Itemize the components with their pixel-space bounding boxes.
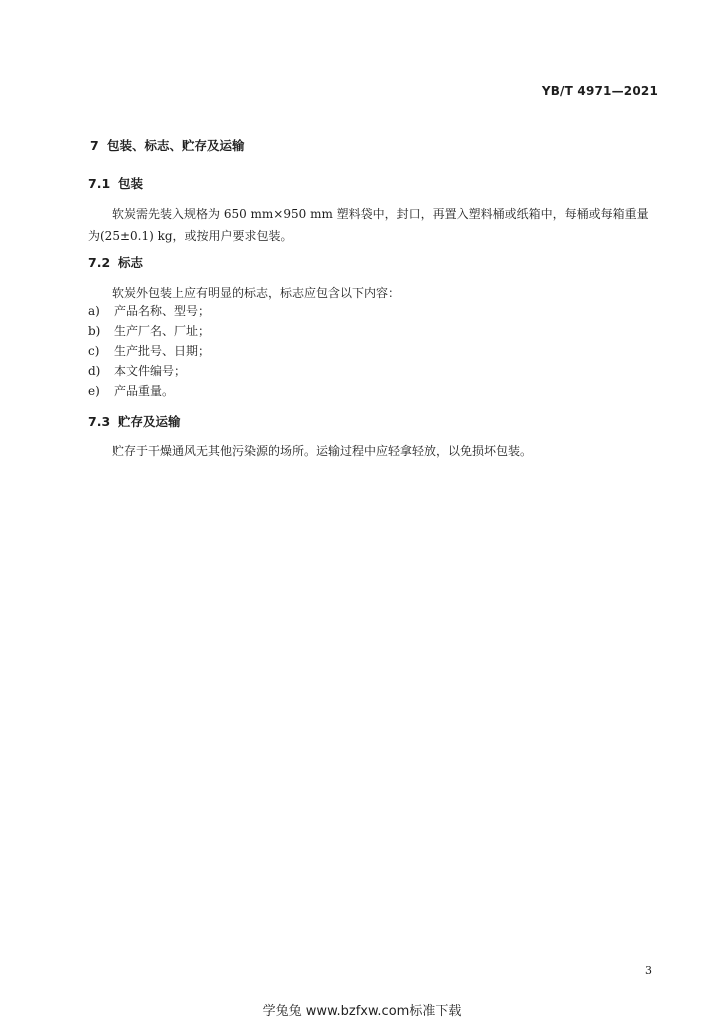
section-7-3-heading bbox=[88, 412, 181, 430]
section-7-heading bbox=[90, 136, 245, 154]
list-item bbox=[88, 301, 210, 321]
packaging-paragraph: 软炭需先装入规格为 650 mm×950 mm 塑料袋中，封口，再置入塑料桶或纸箱中，每桶或每箱重量为(25±0.1) kg，或按用户要求包装。 bbox=[88, 207, 649, 243]
section-7-2-heading bbox=[88, 253, 143, 271]
list-marker: d) bbox=[88, 364, 101, 378]
section-number: 7.1 bbox=[88, 176, 111, 191]
list-item bbox=[88, 341, 210, 361]
section-title: 包装、标志、贮存及运输 bbox=[107, 138, 245, 153]
list-item-text: 本文件编号； bbox=[114, 364, 187, 378]
section-title: 贮存及运输 bbox=[118, 414, 181, 429]
list-marker: a) bbox=[88, 304, 100, 318]
section-title: 包装 bbox=[118, 176, 144, 191]
section-number: 7.3 bbox=[88, 414, 111, 429]
list-item bbox=[88, 381, 210, 401]
list-item-text: 生产批号、日期； bbox=[114, 344, 211, 358]
marking-paragraph: 软炭外包装上应有明显的标志，标志应包含以下内容： bbox=[112, 286, 401, 300]
list-item bbox=[88, 361, 210, 381]
standard-number: YB/T 4971—2021 bbox=[541, 84, 658, 98]
section-number: 7.2 bbox=[88, 255, 111, 270]
list-marker: e) bbox=[88, 384, 100, 398]
list-marker: b) bbox=[88, 324, 101, 338]
list-item bbox=[88, 321, 210, 341]
storage-paragraph: 贮存于干燥通风无其他污染源的场所。运输过程中应轻拿轻放，以免损坏包装。 bbox=[112, 444, 533, 458]
footer-watermark: 学兔兔 www.bzfxw.com标准下载 bbox=[262, 1004, 462, 1019]
list-item-text: 产品重量。 bbox=[114, 384, 175, 398]
section-title: 标志 bbox=[118, 255, 144, 270]
list-marker: c) bbox=[88, 344, 100, 358]
list-item-text: 产品名称、型号； bbox=[114, 304, 211, 318]
page-number: 3 bbox=[645, 964, 652, 977]
section-7-1-heading bbox=[88, 174, 143, 192]
section-number: 7 bbox=[90, 138, 99, 153]
list-item-text: 生产厂名、厂址； bbox=[114, 324, 211, 338]
marking-list bbox=[88, 301, 210, 401]
